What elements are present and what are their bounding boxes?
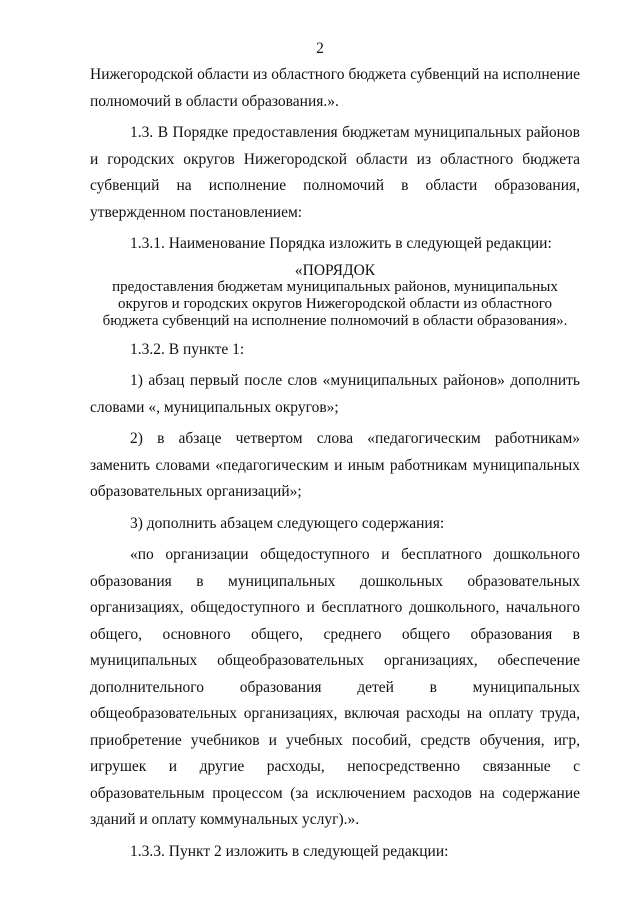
paragraph-1-3-1: 1.3.1. Наименование Порядка изложить в следующей редакции: [130, 235, 552, 252]
page-number: 2 [316, 40, 324, 57]
procedure-title [90, 262, 580, 330]
title-line-1: «ПОРЯДОК [294, 261, 376, 279]
title-line-2: предоставления бюджетам муниципальных районов, муниципальных [112, 278, 558, 295]
paragraph-item-1: 1) абзац первый после слов «муниципальных районов» дополнить словами «, муниципальных округов»; [90, 372, 580, 416]
paragraph-continuation: Нижегородской области из областного бюджета субвенций на исполнение полномочий в области образования.». [90, 66, 580, 110]
title-line-3: округов и городских округов Нижегородской области из областного [117, 295, 553, 312]
paragraph-1-3-2: 1.3.2. В пункте 1: [130, 340, 245, 358]
paragraph-1-3-3: 1.3.3. Пункт 2 изложить в следующей редакции: [130, 842, 449, 860]
paragraph-1-3: 1.3. В Порядке предоставления бюджетам муниципальных районов и городских округов Нижегородской области из областного бюджета субвенций на исполнение полномочий в области образования, утвержденном постановлением: [90, 124, 580, 221]
paragraph-quoted-text: «по организации общедоступного и бесплатного дошкольного образования в муниципальных дошкольных образовательных организациях, общедоступного и бесплатного дошкольного, начального общего, основного общего, среднего общего образования в муниципальных общеобразовательных организациях, обеспечение дополнительного образования детей в муниципальных общеобразовательных организациях, включая расходы на оплату труда, приобретение учебников и учебных пособий, средств обучения, игр, игрушек и другие расходы, непосредственно связанные с образовательным процессом (за исключением расходов на содержание зданий и оплату коммунальных услуг).». [90, 546, 580, 828]
paragraph-item-3: 3) дополнить абзацем следующего содержания: [130, 514, 445, 532]
paragraph-item-2: 2) в абзаце четвертом слова «педагогическим работникам» заменить словами «педагогическим и иным работникам муниципальных образовательных организаций»; [90, 430, 580, 500]
document-body [90, 62, 580, 865]
title-line-4: бюджета субвенций на исполнение полномочий в области образования». [102, 312, 568, 329]
